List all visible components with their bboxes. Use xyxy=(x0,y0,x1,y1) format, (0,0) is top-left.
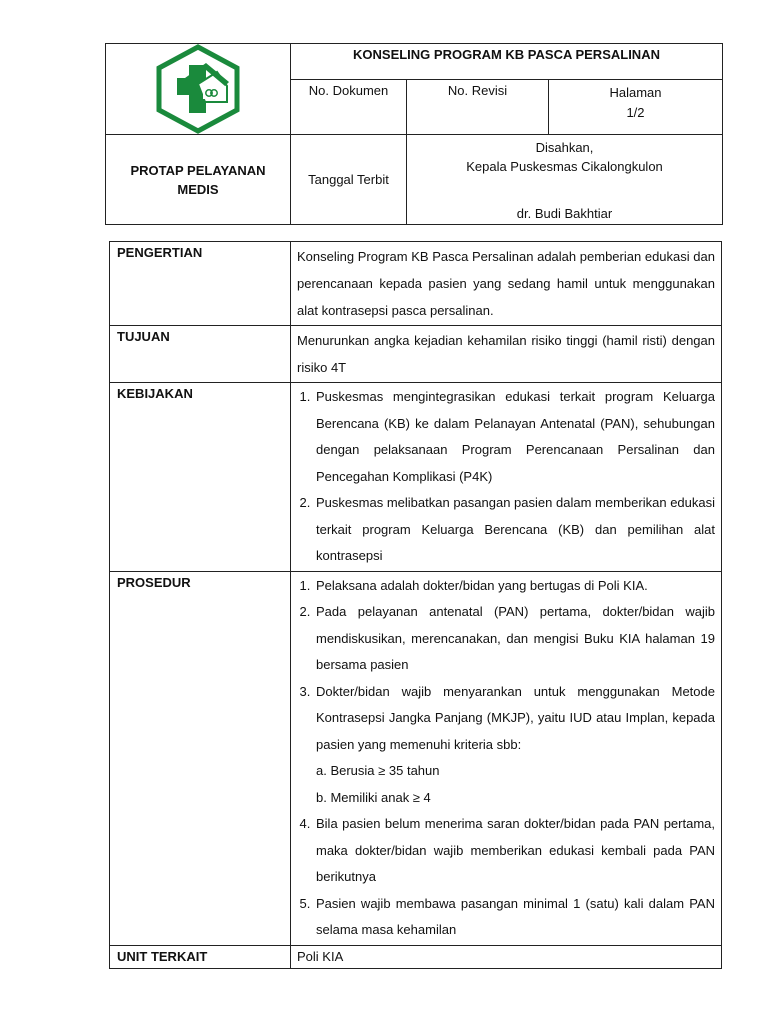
prosedur-label: PROSEDUR xyxy=(110,571,291,945)
kebijakan-item: 1. Puskesmas mengintegrasikan edukasi terkait program Keluarga Berencana (KB) ke dalam Pelanayan Antenatal (PAN), sehubungan dengan pelaksanaan Program Perencanaan Persalinan dan Pencegahan Komplikasi (P4K) xyxy=(314,384,715,490)
content-table xyxy=(109,241,722,969)
row-unit xyxy=(110,945,722,968)
kebijakan-label: KEBIJAKAN xyxy=(110,383,291,572)
row-prosedur xyxy=(110,571,722,945)
tujuan-text: Menurunkan angka kejadian kehamilan risiko tinggi (hamil risti) dengan risiko 4T xyxy=(291,326,722,383)
row-pengertian xyxy=(110,242,722,326)
protap-line-2: MEDIS xyxy=(177,181,219,197)
kebijakan-item: 2. Puskesmas melibatkan pasangan pasien dalam memberikan edukasi terkait program Keluarga Berencana (KB) dan pemilihan alat kontrasepsi xyxy=(314,490,715,570)
prosedur-list xyxy=(297,573,715,944)
prosedur-item-text: Dokter/bidan wajib menyarankan untuk menggunakan Metode Kontrasepsi Jangka Panjang (MKJP), yaitu IUD atau Implan, kepada pasien yang memenuhi kriteria sbb: xyxy=(316,683,715,752)
prosedur-cell xyxy=(291,571,722,945)
issue-date-label: Tanggal Terbit xyxy=(291,135,407,225)
puskesmas-logo-icon xyxy=(155,44,241,134)
criteria-list xyxy=(316,758,715,811)
approved-label: Disahkan, xyxy=(535,140,594,155)
prosedur-item: 5. Pasien wajib membawa pasangan minimal 1 (satu) kali dalam PAN selama masa kehamilan xyxy=(314,891,715,944)
approver-name: dr. Budi Bakhtiar xyxy=(516,206,613,221)
approver-title: Kepala Puskesmas Cikalongkulon xyxy=(466,159,663,174)
header-table xyxy=(105,43,723,225)
pengertian-label: PENGERTIAN xyxy=(110,242,291,326)
criteria-item: b. Memiliki anak ≥ 4 xyxy=(316,789,431,805)
revision-label: No. Revisi xyxy=(407,80,549,135)
approval-cell xyxy=(407,135,723,225)
logo-cell xyxy=(106,44,291,135)
row-kebijakan xyxy=(110,383,722,572)
prosedur-item xyxy=(314,679,715,812)
kebijakan-list xyxy=(297,384,715,570)
protap-line-1: PROTAP PELAYANAN xyxy=(130,162,266,178)
prosedur-item: 1. Pelaksana adalah dokter/bidan yang bertugas di Poli KIA. xyxy=(314,573,715,600)
unit-label: UNIT TERKAIT xyxy=(110,945,291,968)
prosedur-item: 2. Pada pelayanan antenatal (PAN) pertama, dokter/bidan wajib mendiskusikan, merencanakan, dan mengisi Buku KIA halaman 19 bersama pasien xyxy=(314,599,715,679)
page-label: Halaman xyxy=(609,85,662,100)
protap-cell xyxy=(106,135,291,225)
kebijakan-cell xyxy=(291,383,722,572)
doc-number-label: No. Dokumen xyxy=(291,80,407,135)
prosedur-item: 4. Bila pasien belum menerima saran dokter/bidan pada PAN pertama, maka dokter/bidan wajib memberikan edukasi kembali pada PAN berikutnya xyxy=(314,811,715,891)
page-number: 1/2 xyxy=(626,105,645,120)
unit-text: Poli KIA xyxy=(291,945,722,968)
document-title: KONSELING PROGRAM KB PASCA PERSALINAN xyxy=(291,44,723,80)
row-tujuan xyxy=(110,326,722,383)
tujuan-label: TUJUAN xyxy=(110,326,291,383)
criteria-item: a. Berusia ≥ 35 tahun xyxy=(316,763,440,778)
page-cell xyxy=(549,80,723,135)
pengertian-text: Konseling Program KB Pasca Persalinan adalah pemberian edukasi dan perencanaan kepada pasien yang sedang hamil untuk menggunakan alat kontrasepsi pasca persalinan. xyxy=(291,242,722,326)
